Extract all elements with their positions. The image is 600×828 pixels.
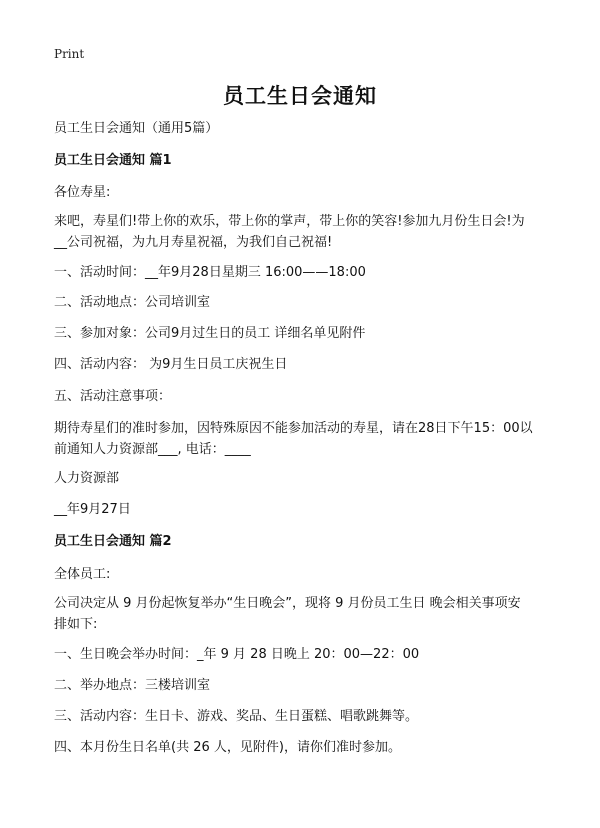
section2-item-content: 三、活动内容：生日卡、游戏、奖品、生日蛋糕、唱歌跳舞等。 xyxy=(54,709,419,724)
section1-signature: 人力资源部 xyxy=(54,471,120,486)
section2-heading: 员工生日会通知 篇2 xyxy=(54,534,172,549)
section1-item-participants: 三、参加对象：公司9月过生日的员工 详细名单见附件 xyxy=(54,326,366,341)
section2-item-location: 二、举办地点：三楼培训室 xyxy=(54,678,211,693)
section1-item-location: 二、活动地点：公司培训室 xyxy=(54,295,211,310)
page-title: 员工生日会通知 xyxy=(223,84,377,108)
section2-item-time: 一、生日晚会举办时间：_年 9 月 28 日晚上 20：00—22：00 xyxy=(54,647,420,662)
section1-note-line2: 前通知人力资源部___, 电话：____ xyxy=(54,442,251,457)
section2-intro-line1: 公司决定从 9 月份起恢复举办“生日晚会”，现将 9 月份员工生日 晚会相关事项安 xyxy=(54,596,521,611)
section2-greeting: 全体员工: xyxy=(54,567,111,582)
section1-item-content: 四、活动内容： 为9月生日员工庆祝生日 xyxy=(54,357,288,372)
print-label: Print xyxy=(54,47,85,61)
section1-intro-line1: 来吧，寿星们!带上你的欢乐，带上你的掌声，带上你的笑容!参加九月份生日会!为 xyxy=(54,214,525,229)
document-subtitle: 员工生日会通知（通用5篇） xyxy=(54,121,219,136)
section2-item-birthday-list: 四、本月份生日名单(共 26 人，见附件)，请你们准时参加。 xyxy=(54,740,401,755)
section1-note-line1: 期待寿星们的准时参加，因特殊原因不能参加活动的寿星，请在28日下午15：00以 xyxy=(54,421,533,436)
section1-item-time: 一、活动时间：__年9月28日星期三 16:00——18:00 xyxy=(54,265,366,280)
section2-intro-line2: 排如下: xyxy=(54,617,98,632)
section1-date: __年9月27日 xyxy=(54,502,131,517)
section1-intro-line2: __公司祝福，为九月寿星祝福，为我们自己祝福! xyxy=(54,235,333,250)
section1-heading: 员工生日会通知 篇1 xyxy=(54,153,172,168)
section1-greeting: 各位寿星: xyxy=(54,185,111,200)
section1-item-notes: 五、活动注意事项： xyxy=(54,389,172,404)
